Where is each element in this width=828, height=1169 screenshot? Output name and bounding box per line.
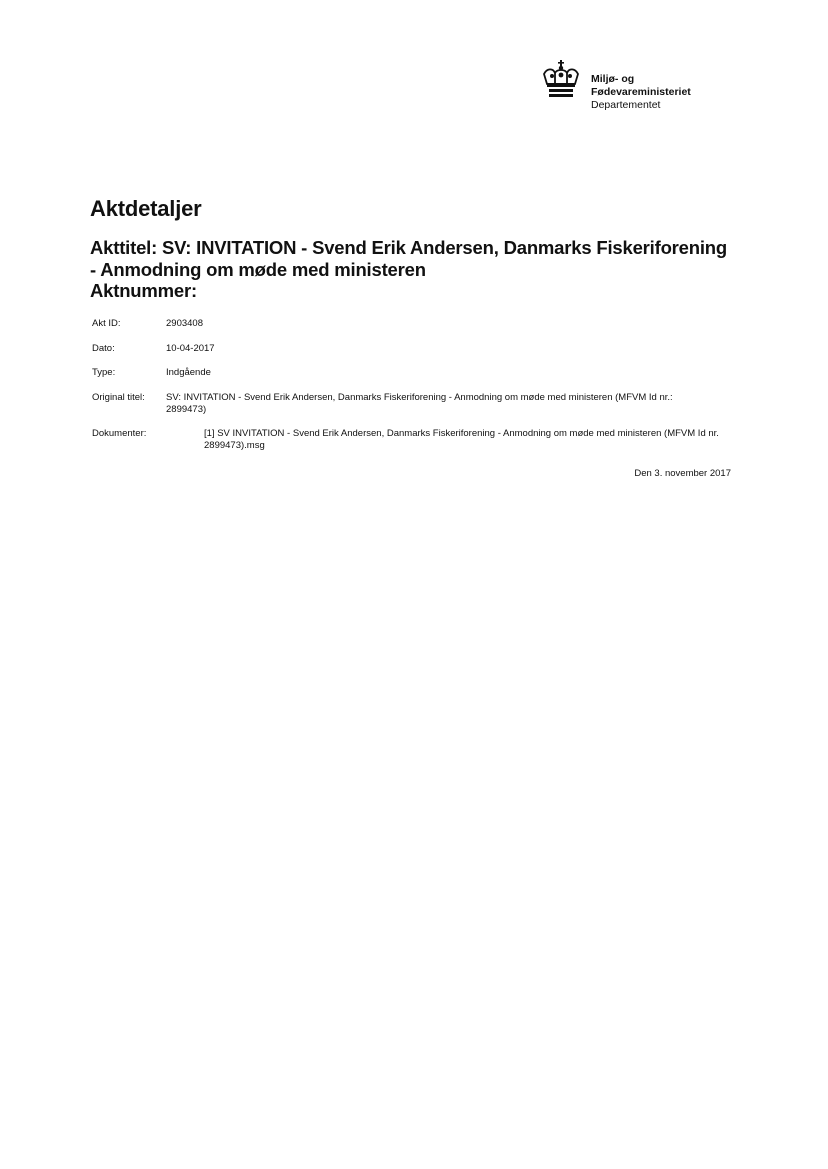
detail-label: Dokumenter: (92, 428, 147, 439)
detail-value: Indgående (166, 367, 211, 378)
detail-value: 10-04-2017 (166, 343, 215, 354)
ministry-name (591, 73, 691, 112)
detail-value: 2903408 (166, 318, 203, 329)
ministry-line-2: Fødevareministeriet (591, 86, 691, 98)
akt-title-line-1: Akttitel: SV: INVITATION - Svend Erik Andersen, Danmarks Fiskeriforening (90, 237, 728, 258)
letterhead (541, 60, 741, 120)
akt-title-block (90, 237, 750, 302)
crown-icon (541, 60, 581, 98)
detail-label: Dato: (92, 343, 115, 354)
detail-label: Original titel: (92, 392, 145, 403)
detail-label: Akt ID: (92, 318, 121, 329)
document-date: Den 3. november 2017 (634, 468, 731, 479)
page-title: Aktdetaljer (90, 196, 202, 221)
detail-value: SV: INVITATION - Svend Erik Andersen, Danmarks Fiskeriforening - Anmodning om møde med ministeren (MFVM Id nr.: 2899473) (166, 392, 673, 415)
akt-title-line-2: - Anmodning om møde med ministeren (90, 258, 426, 280)
ministry-department: Departementet (591, 99, 661, 111)
akt-number-label: Aktnummer: (90, 280, 197, 301)
document-link[interactable]: [1] SV INVITATION - Svend Erik Andersen, Danmarks Fiskeriforening - Anmodning om møde med ministeren (MFVM Id nr. 2899473).msg (204, 428, 719, 451)
detail-label: Type: (92, 367, 116, 378)
ministry-line-1: Miljø- og (591, 73, 635, 85)
